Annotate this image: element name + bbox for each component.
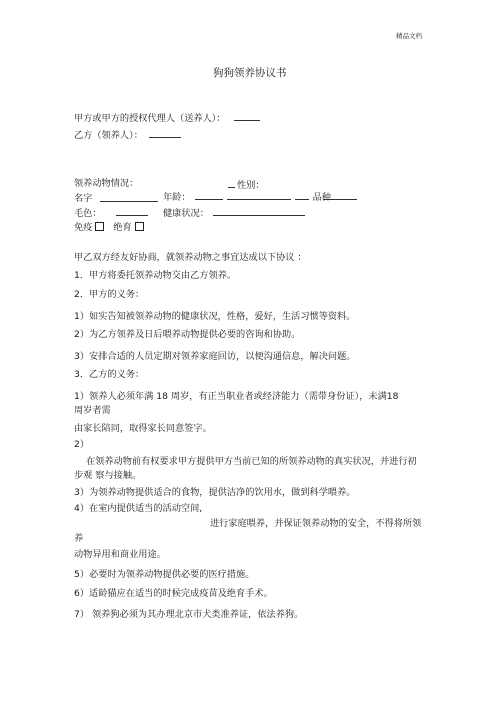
name-blank[interactable]: [100, 201, 158, 202]
party-b-duty-2-line2: 步观 察与接触。: [74, 470, 142, 481]
clause-2-heading: 2．甲方的义务：: [74, 289, 145, 300]
party-b-duty-1-line1: 1）领养人必须年满 18 周岁，有正当职业者或经济能力（需带身份证），未满18: [74, 391, 399, 402]
gender-blank-lead: [228, 178, 235, 188]
clause-1: 1．甲方将委托领养动物交由乙方领养。: [74, 270, 237, 281]
sterilized-checkbox[interactable]: [135, 222, 144, 231]
party-b-duty-5: 5）必要时为领养动物提供必要的医疗措施。: [74, 569, 255, 580]
age-blank-2[interactable]: [227, 190, 291, 200]
color-field: 毛色：: [74, 206, 148, 220]
party-a-duty-3: 3）安排合适的人员定期对领养家庭回访，以便沟通信息，解决问题。: [74, 351, 356, 362]
party-b-duty-4-line2: 进行家庭喂养，并保证领养动物的安全，不得将所领: [210, 518, 422, 529]
party-b-blank[interactable]: [149, 128, 181, 138]
age-blank[interactable]: [195, 190, 223, 200]
party-a-duty-2: 2）为乙方领养及日后喂养动物提供必要的咨询和协助。: [74, 329, 301, 340]
party-b-duty-4-line3: 养: [74, 533, 84, 544]
name-label: 名字: [74, 193, 93, 204]
party-b-duty-1-line2: 周岁者需: [74, 405, 111, 416]
party-b-duty-2-line1: 在领养动物前有权要求甲方提供甲方当前已知的所领养动物的真实状况，并进行初: [86, 456, 417, 467]
party-b-duty-4-line1: 4）在室内提供适当的活动空间,: [74, 503, 203, 514]
party-a-blank[interactable]: [234, 111, 260, 121]
health-blank[interactable]: [213, 206, 305, 216]
age-field: 年龄： 品种: [163, 192, 331, 203]
agreement-intro: 甲乙双方经友好协商，就领养动物之事宜达成以下协议 ：: [74, 252, 307, 263]
party-b-duty-3: 3）为领养动物提供适合的食物，提供洁净的饮用水，做到科学喂养。: [74, 487, 356, 498]
party-b-duty-4-line4: 动物异用和商业用途。: [74, 549, 166, 560]
party-b-duty-7: 7） 领养狗必须为其办理北京市犬类准养证，依法养狗。: [74, 609, 304, 620]
vaccine-checkbox[interactable]: [95, 222, 104, 231]
health-field: 健康状况：: [163, 206, 305, 220]
breed-blank[interactable]: [323, 199, 357, 200]
page-title: 狗狗领养协议书: [213, 67, 287, 79]
breed-blank-lead[interactable]: [295, 190, 309, 200]
party-a-duty-1: 1）如实告知被领养动物的健康状况，性格，爱好，生活习惯等资料。: [74, 311, 356, 322]
clause-3-heading: 3．乙方的义务：: [74, 369, 145, 380]
party-b-duty-2-number: 2）: [74, 439, 90, 450]
party-b-duty-6: 6）适龄猫应在适当的时候完成疫苗及绝育手术。: [74, 588, 273, 599]
color-blank[interactable]: [116, 206, 148, 216]
gender-field: 性别：: [228, 178, 265, 192]
party-a-label: 甲方或甲方的授权代理人（送养人）：: [74, 111, 260, 125]
header-tag: 精品文档: [396, 32, 422, 40]
vaccine-sterilize-row: 免疫 绝育: [74, 222, 144, 234]
animal-heading: 领养动物情况：: [74, 178, 139, 189]
party-b-label: 乙方（领养人）：: [74, 128, 181, 142]
party-b-duty-1-line3: 由家长陪同，取得家长同意签字。: [74, 423, 212, 434]
